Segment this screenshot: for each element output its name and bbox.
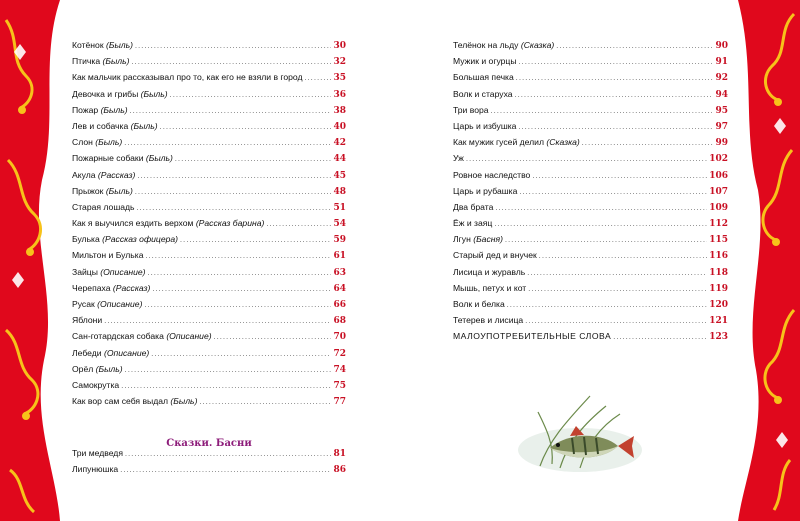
entry-genre-note: (Быль) — [100, 104, 128, 115]
entry-genre-note: (Быль) — [95, 137, 123, 148]
entry-title-text: Самокрутка — [72, 379, 120, 390]
toc-right-entry — [453, 250, 728, 266]
dot-leader — [528, 286, 707, 293]
dot-leader — [135, 43, 331, 50]
entry-page-number: 75 — [333, 380, 346, 391]
toc-left-entry — [72, 72, 346, 88]
entry-title — [72, 299, 142, 309]
entry-title-text: Яблони — [72, 315, 103, 326]
entry-page-number: 116 — [709, 251, 728, 262]
entry-page-number: 112 — [709, 219, 728, 230]
toc-right-column — [453, 40, 728, 348]
dot-leader — [525, 318, 707, 325]
entry-title-text: Старый дед и внучек — [453, 250, 537, 261]
entry-title — [72, 137, 122, 147]
entry-title — [72, 202, 134, 212]
toc-right-entry — [453, 331, 728, 347]
dot-leader — [613, 334, 707, 341]
dot-leader — [495, 205, 707, 212]
entry-title-text: Котёнок — [72, 40, 104, 50]
entry-page-number: 92 — [715, 73, 728, 84]
entry-title-text: Липунюшка — [72, 464, 119, 475]
entry-genre-note: (Быль) — [102, 56, 130, 67]
entry-genre-note: (Басня) — [473, 234, 503, 245]
entry-title-text: Пожар — [72, 104, 99, 115]
toc-left-entry — [72, 299, 346, 315]
toc-left-entry — [72, 380, 346, 396]
entry-title — [72, 105, 128, 115]
dot-leader — [125, 367, 332, 374]
toc-right-entry — [453, 299, 728, 315]
entry-page-number: 91 — [715, 57, 728, 68]
entry-title — [453, 105, 489, 115]
entry-page-number: 54 — [333, 219, 346, 230]
entry-page-number: 63 — [333, 267, 346, 278]
dot-leader — [124, 140, 331, 147]
entry-page-number: 70 — [333, 332, 346, 343]
dot-leader — [556, 43, 713, 50]
dot-leader — [515, 92, 714, 99]
entry-title — [453, 299, 505, 309]
entry-title-text: Лев и собачка — [72, 120, 129, 131]
dot-leader — [518, 124, 713, 131]
entry-page-number: 119 — [709, 283, 728, 294]
entry-title — [72, 331, 212, 341]
toc-left-section-entry — [72, 464, 346, 480]
toc-left-entry — [72, 364, 346, 380]
toc-left-entry — [72, 170, 346, 186]
toc-left-entry — [72, 40, 346, 56]
toc-left-entry — [72, 153, 346, 169]
entry-page-number: 86 — [333, 465, 346, 476]
dot-leader — [104, 318, 331, 325]
entry-title — [72, 315, 102, 325]
toc-right-entry — [453, 170, 728, 186]
dot-leader — [527, 270, 707, 277]
entry-title-text: Два брата — [453, 201, 494, 212]
entry-title-text: Орёл — [72, 363, 94, 374]
entry-page-number: 95 — [715, 105, 728, 116]
entry-genre-note: (Сказка) — [546, 137, 580, 148]
entry-page-number: 102 — [709, 154, 728, 165]
entry-title — [72, 40, 133, 50]
entry-genre-note: (Рассказ) — [97, 169, 136, 180]
entry-title — [72, 89, 168, 99]
dot-leader — [175, 156, 332, 163]
entry-title-text: Как я выучился ездить верхом — [72, 218, 194, 229]
entry-title — [453, 267, 525, 277]
entry-title — [72, 218, 264, 228]
entry-title-text: Царь и избушка — [453, 120, 517, 131]
entry-page-number: 118 — [709, 267, 728, 278]
dot-leader — [466, 156, 707, 163]
entry-genre-note: (Быль) — [145, 153, 173, 164]
entry-title — [72, 170, 135, 180]
entry-title-text: МАЛОУПОТРЕБИТЕЛЬНЫЕ СЛОВА — [453, 331, 612, 342]
dot-leader — [125, 451, 331, 458]
entry-page-number: 51 — [333, 202, 346, 213]
entry-page-number: 123 — [709, 332, 728, 343]
entry-title-text: Лебеди — [72, 347, 102, 358]
entry-title-text: Ровное наследство — [453, 169, 531, 180]
entry-title — [72, 267, 146, 277]
dot-leader — [305, 75, 332, 82]
entry-genre-note: (Быль) — [95, 363, 123, 374]
dot-leader — [214, 334, 332, 341]
entry-genre-note: (Быль) — [170, 396, 198, 407]
entry-title-text: Пожарные собаки — [72, 153, 144, 164]
entry-page-number: 72 — [333, 348, 346, 359]
toc-left-entry — [72, 137, 346, 153]
fish-in-reeds-icon — [510, 388, 650, 483]
entry-genre-note: (Рассказ) — [112, 282, 151, 293]
dot-leader — [505, 237, 707, 244]
entry-genre-note: (Рассказ барина) — [195, 218, 265, 229]
entry-page-number: 120 — [709, 300, 728, 310]
entry-page-number: 81 — [333, 449, 346, 459]
entry-title-text: Прыжок — [72, 185, 104, 196]
entry-genre-note: (Рассказ офицера) — [102, 234, 179, 245]
toc-left-entry — [72, 250, 346, 266]
entry-title-text: Царь и рубашка — [453, 185, 518, 196]
toc-left-entry — [72, 267, 346, 283]
entry-page-number: 38 — [333, 105, 346, 116]
entry-page-number: 74 — [333, 364, 346, 375]
right-ornamental-border — [738, 0, 800, 521]
dot-leader — [532, 173, 707, 180]
entry-title — [453, 315, 523, 325]
entry-title-text: Зайцы — [72, 266, 98, 277]
entry-title-text: Уж — [453, 153, 464, 164]
entry-title-text: Черепаха — [72, 282, 111, 293]
toc-right-entry — [453, 218, 728, 234]
toc-right-entry — [453, 283, 728, 299]
dot-leader — [160, 124, 332, 131]
entry-genre-note: (Описание) — [100, 266, 146, 277]
toc-left-entry — [72, 234, 346, 250]
entry-page-number: 90 — [715, 41, 728, 51]
entry-page-number: 115 — [709, 235, 728, 246]
entry-page-number: 97 — [715, 121, 728, 132]
entry-title-text: Мышь, петух и кот — [453, 282, 527, 293]
toc-left-entry — [72, 89, 346, 105]
toc-right-entry — [453, 234, 728, 250]
entry-title — [453, 170, 530, 180]
entry-title-text: Акула — [72, 169, 96, 180]
entry-page-number: 68 — [333, 316, 346, 327]
dot-leader — [519, 59, 714, 66]
entry-page-number: 61 — [333, 251, 346, 262]
dot-leader — [130, 108, 332, 115]
entry-page-number: 64 — [333, 283, 346, 294]
dot-leader — [144, 302, 331, 309]
dot-leader — [507, 302, 707, 309]
toc-left-entry — [72, 348, 346, 364]
toc-right-entry — [453, 315, 728, 331]
dot-leader — [199, 399, 331, 406]
entry-title-text: Старая лошадь — [72, 201, 135, 212]
dot-leader — [152, 286, 331, 293]
dot-leader — [151, 351, 331, 358]
entry-title — [72, 396, 197, 406]
toc-left-section-list — [72, 448, 346, 480]
entry-page-number: 106 — [709, 170, 728, 181]
entry-title — [453, 250, 537, 260]
toc-left-entry — [72, 186, 346, 202]
dot-leader — [120, 467, 331, 474]
entry-title-text: Мильтон и Булька — [72, 250, 144, 261]
entry-page-number: 66 — [333, 300, 346, 310]
toc-left-entry — [72, 396, 346, 412]
entry-title-text: Три вора — [453, 104, 489, 115]
entry-page-number: 45 — [333, 170, 346, 181]
entry-title — [453, 40, 554, 50]
toc-right-entry — [453, 72, 728, 88]
entry-title — [72, 72, 303, 82]
toc-right-entry — [453, 56, 728, 72]
entry-page-number: 48 — [333, 186, 346, 197]
entry-genre-note: (Быль) — [106, 40, 134, 50]
entry-title — [72, 250, 144, 260]
entry-title — [453, 56, 517, 66]
dot-leader — [180, 237, 331, 244]
entry-title-text: Птичка — [72, 56, 101, 67]
entry-title — [453, 153, 464, 163]
entry-title-text: Девочка и грибы — [72, 88, 139, 99]
entry-title-text: Слон — [72, 137, 93, 148]
entry-genre-note: (Описание) — [103, 347, 150, 358]
entry-genre-note: (Быль) — [140, 88, 168, 99]
entry-title — [72, 464, 118, 474]
toc-right-entry — [453, 121, 728, 137]
entry-title-text: Три медведя — [72, 448, 123, 458]
entry-page-number: 36 — [333, 89, 346, 100]
entry-title — [72, 380, 119, 390]
entry-title-text: Ёж и заяц — [453, 218, 493, 229]
entry-title — [72, 121, 158, 131]
dot-leader — [519, 189, 707, 196]
entry-title-text: Булька — [72, 234, 100, 245]
entry-title-text: Тетерев и лисица — [453, 315, 524, 326]
dot-leader — [582, 140, 714, 147]
entry-page-number: 35 — [333, 73, 346, 84]
toc-right-entry — [453, 137, 728, 153]
toc-left-entry — [72, 56, 346, 72]
toc-left-entry — [72, 315, 346, 331]
entry-title — [453, 202, 493, 212]
toc-left-entry — [72, 202, 346, 218]
entry-page-number: 109 — [709, 202, 728, 213]
entry-page-number: 99 — [715, 138, 728, 149]
dot-leader — [539, 253, 707, 260]
entry-title — [72, 348, 149, 358]
entry-title — [453, 331, 611, 341]
entry-title — [453, 283, 526, 293]
entry-page-number: 121 — [709, 316, 728, 327]
entry-title — [72, 186, 133, 196]
entry-title-text: Сан-готардская собака — [72, 331, 164, 342]
toc-left-entry — [72, 121, 346, 137]
entry-title-text: Лисица и журавль — [453, 266, 526, 277]
dot-leader — [146, 253, 332, 260]
entry-title-text: Волк и белка — [453, 299, 505, 309]
entry-title — [453, 137, 580, 147]
entry-page-number: 32 — [333, 57, 346, 68]
dot-leader — [491, 108, 714, 115]
dot-leader — [170, 92, 332, 99]
entry-title-text: Мужик и огурцы — [453, 56, 517, 67]
dot-leader — [148, 270, 332, 277]
entry-title-text: Как вор сам себя выдал — [72, 396, 169, 407]
entry-title-text: Волк и старуха — [453, 88, 513, 99]
toc-right-entry — [453, 267, 728, 283]
entry-title — [72, 364, 123, 374]
entry-title — [72, 56, 130, 66]
dot-leader — [136, 205, 331, 212]
left-ornamental-border — [0, 0, 60, 521]
entry-genre-note: (Сказка) — [520, 40, 555, 50]
entry-title — [453, 186, 517, 196]
entry-genre-note: (Быль) — [130, 120, 158, 131]
dot-leader — [137, 173, 331, 180]
entry-title — [453, 218, 492, 228]
entry-page-number: 94 — [715, 89, 728, 100]
toc-right-entry — [453, 202, 728, 218]
toc-right-entry — [453, 105, 728, 121]
toc-left-entry — [72, 105, 346, 121]
entry-title — [72, 283, 150, 293]
dot-leader — [516, 75, 714, 82]
entry-page-number: 40 — [333, 121, 346, 132]
entry-title — [72, 153, 173, 163]
toc-left-section-entry — [72, 448, 346, 464]
entry-genre-note: (Быль) — [105, 185, 133, 196]
dot-leader — [494, 221, 707, 228]
entry-title-text: Как мужик гусей делил — [453, 137, 544, 148]
entry-genre-note: (Описание) — [166, 331, 212, 342]
entry-page-number: 30 — [333, 41, 346, 51]
section-heading: Сказки. Басни — [166, 438, 252, 449]
toc-right-entry — [453, 40, 728, 56]
entry-title — [453, 234, 503, 244]
toc-right-entry — [453, 153, 728, 169]
dot-leader — [135, 189, 332, 196]
entry-title — [72, 234, 178, 244]
entry-title-text: Русак — [72, 299, 95, 309]
entry-title — [453, 89, 513, 99]
entry-title — [72, 448, 123, 458]
dot-leader — [266, 221, 331, 228]
entry-page-number: 44 — [333, 154, 346, 165]
dot-leader — [132, 59, 332, 66]
entry-title-text: Телёнок на льду — [453, 40, 519, 50]
entry-title — [453, 72, 514, 82]
entry-page-number: 107 — [709, 186, 728, 197]
dot-leader — [121, 383, 331, 390]
entry-page-number: 42 — [333, 138, 346, 149]
entry-title-text: Как мальчик рассказывал про то, как его не взяли в город — [72, 72, 303, 83]
entry-title — [453, 121, 516, 131]
toc-right-entry — [453, 186, 728, 202]
entry-genre-note: (Описание) — [97, 299, 143, 309]
entry-page-number: 59 — [333, 235, 346, 246]
entry-title-text: Лгун — [453, 234, 471, 245]
toc-left-entry — [72, 283, 346, 299]
entry-title-text: Большая печка — [453, 72, 514, 83]
toc-left-entry — [72, 218, 346, 234]
toc-right-entry — [453, 89, 728, 105]
entry-page-number: 77 — [333, 397, 346, 408]
toc-left-column — [72, 40, 346, 412]
toc-left-entry — [72, 331, 346, 347]
